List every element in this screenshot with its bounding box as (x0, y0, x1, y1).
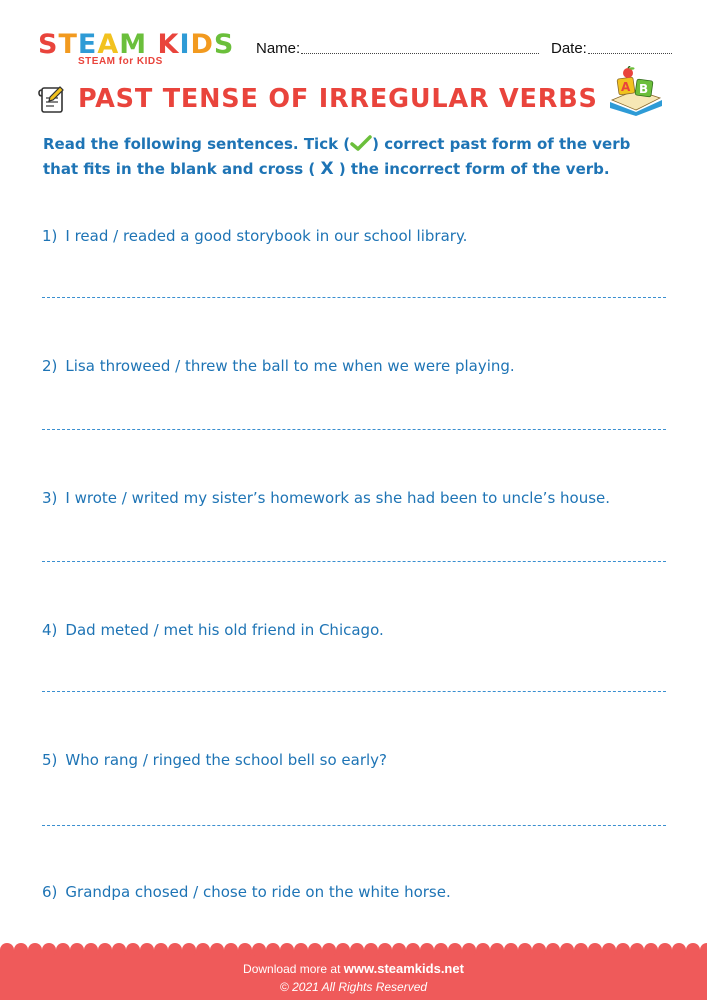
scallop (686, 943, 700, 957)
question-text: Grandpa chosed / chose to ride on the white horse. (65, 883, 451, 901)
question-text: Dad meted / met his old friend in Chicago. (65, 621, 384, 639)
scallop (84, 943, 98, 957)
footer-site-link[interactable]: www.steamkids.net (343, 961, 464, 976)
question-text: I read / readed a good storybook in our school library. (65, 227, 468, 245)
scallop (504, 943, 518, 957)
question-number: 2) (42, 357, 58, 375)
name-label: Name: (256, 40, 301, 57)
scallop (420, 943, 434, 957)
svg-text:B: B (639, 82, 649, 96)
logo-letter: I (179, 29, 191, 60)
scallop (644, 943, 658, 957)
scallop (462, 943, 476, 957)
scallop (560, 943, 574, 957)
question-text: I wrote / writed my sister’s homework as she had been to uncle’s house. (65, 489, 611, 507)
question-number: 5) (42, 751, 58, 769)
instructions-part3: ) the incorrect form of the verb. (333, 160, 610, 178)
scallop (350, 943, 364, 957)
scallop (98, 943, 112, 957)
scallop (154, 943, 168, 957)
question-number: 4) (42, 621, 58, 639)
scallop (294, 943, 308, 957)
scallop (280, 943, 294, 957)
question-4 (42, 621, 384, 639)
question-2 (42, 357, 515, 375)
logo-letter: K (157, 29, 180, 60)
logo-letter: D (190, 29, 214, 60)
logo-letter: M (119, 29, 148, 60)
logo-letter: S (38, 29, 59, 60)
logo-letter: E (77, 29, 98, 60)
footer-download-prefix: Download more at (243, 962, 344, 976)
name-field[interactable] (301, 53, 539, 54)
answer-line-3[interactable] (42, 561, 666, 562)
cross-symbol: X (320, 159, 334, 179)
scallop (42, 943, 56, 957)
scroll-pencil-icon (38, 84, 66, 114)
scallop (392, 943, 406, 957)
scallop (658, 943, 672, 957)
scallop (14, 943, 28, 957)
footer-scallop-edge (0, 943, 707, 957)
footer (0, 950, 707, 1000)
checkmark-icon (350, 135, 372, 151)
footer-copyright: © 2021 All Rights Reserved (279, 980, 428, 994)
logo-letter: T (58, 29, 78, 60)
scallop (700, 943, 707, 957)
scallop (672, 943, 686, 957)
scallop (140, 943, 154, 957)
scallop (602, 943, 616, 957)
date-label: Date: (551, 40, 587, 57)
scallop (126, 943, 140, 957)
abc-book-icon (606, 66, 664, 116)
scallop (518, 943, 532, 957)
scallop (406, 943, 420, 957)
scallop (56, 943, 70, 957)
scallop (168, 943, 182, 957)
instructions-part1: Read the following sentences. Tick ( (43, 135, 351, 153)
scallop (490, 943, 504, 957)
scallop (196, 943, 210, 957)
instructions (43, 132, 668, 182)
footer-download (0, 961, 707, 976)
logo-letter: A (97, 29, 120, 60)
steam-kids-logo (38, 30, 238, 72)
scallop (112, 943, 126, 957)
scallop (546, 943, 560, 957)
answer-line-5[interactable] (42, 825, 666, 826)
scallop (448, 943, 462, 957)
scallop (70, 943, 84, 957)
scallop (630, 943, 644, 957)
date-field[interactable] (588, 53, 672, 54)
question-1 (42, 227, 467, 245)
question-number: 3) (42, 489, 58, 507)
scallop (238, 943, 252, 957)
scallop (182, 943, 196, 957)
question-text: Lisa throweed / threw the ball to me when we were playing. (65, 357, 515, 375)
logo-letter: S (213, 29, 235, 60)
question-text: Who rang / ringed the school bell so early? (65, 751, 387, 769)
scallop (434, 943, 448, 957)
logo-tagline: STEAM for KIDS (78, 56, 163, 67)
answer-line-4[interactable] (42, 691, 666, 692)
scallop (322, 943, 336, 957)
scallop (252, 943, 266, 957)
scallop (476, 943, 490, 957)
scallop (616, 943, 630, 957)
svg-text:A: A (621, 80, 631, 94)
scallop (378, 943, 392, 957)
scallop (266, 943, 280, 957)
page-title: PAST TENSE OF IRREGULAR VERBS (78, 84, 598, 114)
question-3 (42, 489, 610, 507)
scallop (28, 943, 42, 957)
scallop (588, 943, 602, 957)
scallop (532, 943, 546, 957)
scallop (210, 943, 224, 957)
answer-line-2[interactable] (42, 429, 666, 430)
scallop (364, 943, 378, 957)
scallop (308, 943, 322, 957)
scallop (336, 943, 350, 957)
answer-line-1[interactable] (42, 297, 666, 298)
question-6 (42, 883, 451, 901)
question-5 (42, 751, 387, 769)
question-number: 1) (42, 227, 58, 245)
question-number: 6) (42, 883, 58, 901)
scallop (0, 943, 14, 957)
scallop (574, 943, 588, 957)
instructions-part2: ) correct past form of the verb that fits in the blank and cross ( (43, 135, 631, 178)
scallop (224, 943, 238, 957)
